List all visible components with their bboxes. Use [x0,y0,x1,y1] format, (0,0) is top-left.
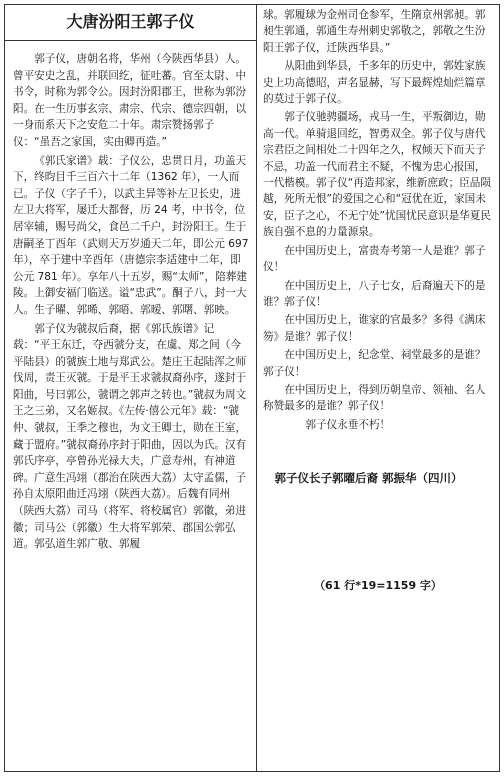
question-line: 在中国历史上，八子七女，后裔遍天下的是谁？郭子仪！ [263,279,486,308]
paragraph: 郭子仪为虢叔后裔，据《郭氏族谱》记载：“平王东迁，夺西虢分支，在虞、郑之间（今平陆县）的虢族土地与郑武公。楚庄王起陆浑之师伐周，责王灭虢。于是平王求虢叔裔孙序，遂封于阳曲，号曰郭公，虢谓之郭声之转也。”虢叔为周文王之三弟，又名姬叔。《左传·僖公元年》载：“虢仲、虢叔，王季之穆也，为文王卿士，勋在王室，藏于盟府。”虢叔裔孙序封于阳曲，因以为氏。汉有郭氏序亭，亭曾孙光禄大夫，广意寿州，有神道碑。广意生冯翊（郡治在陕西大荔）太守孟儒，子孙自太原阳曲迁冯翊（陕西大荔）。后魏有同州（陕西大荔）司马（将军、将校属官）郭徽，弟进徽；司马公（郭徽）生大将军郭荣、郡国公郭弘道。郭弘道生郭广敬、郭履 [13,322,247,551]
question-line: 在中国历史上，富贵寿考第一人是谁？郭子仪！ [263,244,486,274]
paragraph: 《郭氏家谱》载：子仪公，忠贯日月，功盖天下，终昀目千三百六十二年（1362 年），一人而已。子仪（字子千），以武主异等补左卫长史，进左卫大将军，屡迁大都督，历 24 考，中书令，位居宰辅，赐号尚父，食邑二千户，封汾阳王。生于唐嗣圣丁酉年（武则天万岁通天二年，即公元 697 年），卒于建中辛酉年（唐德宗李适建中二年，即公元 781 年）。享年八十五岁，赐“太师”，陪葬建陵。上御安福门临送。谥“忠武”。酮子八，封一大人。生子曜、郭晞、郭晤、郭暧、郭曙、郭映。 [13,154,249,316]
paragraph: 郭子仪驰骋疆场，戎马一生，平叛御边，勋高一代。单骑退回纥，智勇双全。郭子仪与唐代宗君臣之间相处二十四年之久，权倾天下而天子不忌，功盖一代而君主不疑，不愧为忠心报国，一代楷模。郭子仪“再造邦家，维新庶政；臣品陨越，死所无恨”的爱国之心和“冠优在近，家国未安，臣子之心，不无宁处”忧国忧民意识是华夏民族自强不息的力量源泉。 [263,111,491,239]
word-count: （61 行*19=1159 字） [314,579,442,593]
right-column [257,5,499,771]
author-credit: 郭子仪长子郭曜后裔 郭振华（四川） [274,471,463,486]
paragraph: 郭子仪，唐朝名将，华州（今陕西华县）人。曾平安史之乱，并联回纥，征吐蕃。官至太尉、中书令，时称为郭令公。因封汾阳郡王，世称为郭汾阳。在一生历事玄宗、肃宗、代宗、德宗四朝，以一身而系天下之安危二十年。肃宗赞扬郭子仪：“虽吾之家国，实由卿再造。” [13,53,247,148]
question-line: 在中国历史上，得到历朝皇帝、领袖、名人称赞最多的是谁？郭子仪！ [263,383,486,413]
question-line: 在中国历史上，谁家的官最多？多得《满床笏》是谁？郭子仪！ [263,314,486,343]
paragraph: 从阳曲到华县，千多年的历史中，郭姓家族史上功高德昭，声名显赫，写下最辉煌灿烂篇章的莫过于郭子仪。 [263,60,486,106]
closing-line: 郭子仪永垂不朽！ [305,418,391,431]
page-title: 大唐汾阳王郭子仪 [5,5,256,41]
paragraph: 球。郭履球为金州司仓参军，生隋京州郭昶。郭昶生郭通，郭通生寿州刺史郭敬之，郭敬之生汾阳王郭子仪，迁陕西华县。” [263,9,486,54]
left-column [5,5,257,771]
document-table [4,4,500,772]
question-line: 在中国历史上，纪念堂、祠堂最多的是谁？郭子仪！ [263,349,486,378]
